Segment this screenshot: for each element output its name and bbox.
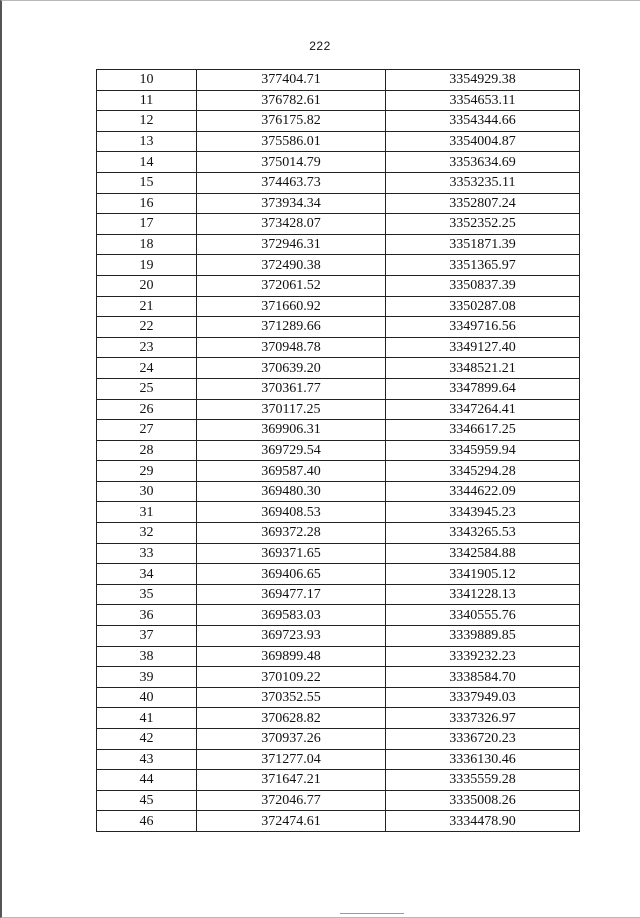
point-number-cell: 40 <box>97 687 197 708</box>
table-row <box>97 378 580 399</box>
x-coordinate-cell: 372490.38 <box>197 255 386 276</box>
y-coordinate-cell: 3350287.08 <box>386 296 580 317</box>
x-coordinate-cell: 369480.30 <box>197 481 386 502</box>
table-row <box>97 172 580 193</box>
point-number-cell: 19 <box>97 255 197 276</box>
x-coordinate-cell: 372046.77 <box>197 790 386 811</box>
y-coordinate-cell: 3339232.23 <box>386 646 580 667</box>
table-row <box>97 234 580 255</box>
x-coordinate-cell: 370352.55 <box>197 687 386 708</box>
x-coordinate-cell: 370109.22 <box>197 667 386 688</box>
table-row <box>97 749 580 770</box>
x-coordinate-cell: 370117.25 <box>197 399 386 420</box>
x-coordinate-cell: 372474.61 <box>197 811 386 832</box>
x-coordinate-cell: 377404.71 <box>197 70 386 91</box>
x-coordinate-cell: 373428.07 <box>197 214 386 235</box>
table-row <box>97 420 580 441</box>
y-coordinate-cell: 3354653.11 <box>386 90 580 111</box>
table-row <box>97 111 580 132</box>
point-number-cell: 12 <box>97 111 197 132</box>
point-number-cell: 10 <box>97 70 197 91</box>
y-coordinate-cell: 3345959.94 <box>386 440 580 461</box>
y-coordinate-cell: 3352352.25 <box>386 214 580 235</box>
table-row <box>97 626 580 647</box>
table-row <box>97 564 580 585</box>
x-coordinate-cell: 370948.78 <box>197 337 386 358</box>
table-row <box>97 770 580 791</box>
point-number-cell: 26 <box>97 399 197 420</box>
table-row <box>97 729 580 750</box>
x-coordinate-cell: 373934.34 <box>197 193 386 214</box>
point-number-cell: 14 <box>97 152 197 173</box>
x-coordinate-cell: 369408.53 <box>197 502 386 523</box>
table-row <box>97 296 580 317</box>
y-coordinate-cell: 3342584.88 <box>386 543 580 564</box>
point-number-cell: 39 <box>97 667 197 688</box>
y-coordinate-cell: 3335008.26 <box>386 790 580 811</box>
y-coordinate-cell: 3335559.28 <box>386 770 580 791</box>
table-row <box>97 152 580 173</box>
point-number-cell: 42 <box>97 729 197 750</box>
y-coordinate-cell: 3341228.13 <box>386 584 580 605</box>
x-coordinate-cell: 369906.31 <box>197 420 386 441</box>
x-coordinate-cell: 369587.40 <box>197 461 386 482</box>
coordinate-table <box>96 69 580 832</box>
table-row <box>97 605 580 626</box>
y-coordinate-cell: 3351871.39 <box>386 234 580 255</box>
point-number-cell: 41 <box>97 708 197 729</box>
table-row <box>97 584 580 605</box>
coordinate-table-body <box>97 70 580 832</box>
point-number-cell: 18 <box>97 234 197 255</box>
table-row <box>97 646 580 667</box>
x-coordinate-cell: 371660.92 <box>197 296 386 317</box>
y-coordinate-cell: 3340555.76 <box>386 605 580 626</box>
x-coordinate-cell: 370639.20 <box>197 358 386 379</box>
y-coordinate-cell: 3352807.24 <box>386 193 580 214</box>
point-number-cell: 35 <box>97 584 197 605</box>
point-number-cell: 45 <box>97 790 197 811</box>
point-number-cell: 28 <box>97 440 197 461</box>
table-row <box>97 667 580 688</box>
table-row <box>97 90 580 111</box>
y-coordinate-cell: 3353235.11 <box>386 172 580 193</box>
table-row <box>97 399 580 420</box>
table-row <box>97 523 580 544</box>
x-coordinate-cell: 370628.82 <box>197 708 386 729</box>
y-coordinate-cell: 3341905.12 <box>386 564 580 585</box>
table-row <box>97 131 580 152</box>
point-number-cell: 16 <box>97 193 197 214</box>
y-coordinate-cell: 3344622.09 <box>386 481 580 502</box>
y-coordinate-cell: 3347264.41 <box>386 399 580 420</box>
x-coordinate-cell: 371277.04 <box>197 749 386 770</box>
y-coordinate-cell: 3345294.28 <box>386 461 580 482</box>
point-number-cell: 25 <box>97 378 197 399</box>
y-coordinate-cell: 3354004.87 <box>386 131 580 152</box>
table-row <box>97 543 580 564</box>
y-coordinate-cell: 3349127.40 <box>386 337 580 358</box>
x-coordinate-cell: 369372.28 <box>197 523 386 544</box>
table-row <box>97 440 580 461</box>
x-coordinate-cell: 374463.73 <box>197 172 386 193</box>
table-row <box>97 708 580 729</box>
table-row <box>97 502 580 523</box>
y-coordinate-cell: 3343265.53 <box>386 523 580 544</box>
point-number-cell: 22 <box>97 317 197 338</box>
x-coordinate-cell: 369899.48 <box>197 646 386 667</box>
x-coordinate-cell: 369723.93 <box>197 626 386 647</box>
x-coordinate-cell: 372946.31 <box>197 234 386 255</box>
table-row <box>97 358 580 379</box>
point-number-cell: 38 <box>97 646 197 667</box>
table-row <box>97 275 580 296</box>
footer-mark <box>340 913 404 914</box>
x-coordinate-cell: 372061.52 <box>197 275 386 296</box>
y-coordinate-cell: 3337326.97 <box>386 708 580 729</box>
y-coordinate-cell: 3349716.56 <box>386 317 580 338</box>
x-coordinate-cell: 376175.82 <box>197 111 386 132</box>
x-coordinate-cell: 375586.01 <box>197 131 386 152</box>
y-coordinate-cell: 3336130.46 <box>386 749 580 770</box>
point-number-cell: 44 <box>97 770 197 791</box>
point-number-cell: 33 <box>97 543 197 564</box>
point-number-cell: 21 <box>97 296 197 317</box>
point-number-cell: 29 <box>97 461 197 482</box>
y-coordinate-cell: 3347899.64 <box>386 378 580 399</box>
point-number-cell: 17 <box>97 214 197 235</box>
y-coordinate-cell: 3354929.38 <box>386 70 580 91</box>
x-coordinate-cell: 371289.66 <box>197 317 386 338</box>
point-number-cell: 46 <box>97 811 197 832</box>
x-coordinate-cell: 369371.65 <box>197 543 386 564</box>
x-coordinate-cell: 371647.21 <box>197 770 386 791</box>
y-coordinate-cell: 3348521.21 <box>386 358 580 379</box>
point-number-cell: 24 <box>97 358 197 379</box>
table-row <box>97 193 580 214</box>
table-row <box>97 214 580 235</box>
x-coordinate-cell: 369406.65 <box>197 564 386 585</box>
point-number-cell: 20 <box>97 275 197 296</box>
x-coordinate-cell: 369477.17 <box>197 584 386 605</box>
y-coordinate-cell: 3353634.69 <box>386 152 580 173</box>
table-row <box>97 687 580 708</box>
y-coordinate-cell: 3334478.90 <box>386 811 580 832</box>
point-number-cell: 34 <box>97 564 197 585</box>
point-number-cell: 13 <box>97 131 197 152</box>
point-number-cell: 15 <box>97 172 197 193</box>
y-coordinate-cell: 3343945.23 <box>386 502 580 523</box>
table-row <box>97 811 580 832</box>
table-row <box>97 790 580 811</box>
x-coordinate-cell: 375014.79 <box>197 152 386 173</box>
x-coordinate-cell: 370361.77 <box>197 378 386 399</box>
y-coordinate-cell: 3338584.70 <box>386 667 580 688</box>
point-number-cell: 23 <box>97 337 197 358</box>
x-coordinate-cell: 369583.03 <box>197 605 386 626</box>
point-number-cell: 31 <box>97 502 197 523</box>
x-coordinate-cell: 376782.61 <box>197 90 386 111</box>
y-coordinate-cell: 3346617.25 <box>386 420 580 441</box>
y-coordinate-cell: 3354344.66 <box>386 111 580 132</box>
table-row <box>97 70 580 91</box>
x-coordinate-cell: 369729.54 <box>197 440 386 461</box>
point-number-cell: 36 <box>97 605 197 626</box>
point-number-cell: 43 <box>97 749 197 770</box>
table-row <box>97 317 580 338</box>
table-row <box>97 255 580 276</box>
point-number-cell: 32 <box>97 523 197 544</box>
point-number-cell: 27 <box>97 420 197 441</box>
point-number-cell: 37 <box>97 626 197 647</box>
x-coordinate-cell: 370937.26 <box>197 729 386 750</box>
table-row <box>97 337 580 358</box>
table-row <box>97 481 580 502</box>
page-number: 222 <box>309 39 331 53</box>
point-number-cell: 11 <box>97 90 197 111</box>
y-coordinate-cell: 3337949.03 <box>386 687 580 708</box>
y-coordinate-cell: 3350837.39 <box>386 275 580 296</box>
table-row <box>97 461 580 482</box>
y-coordinate-cell: 3339889.85 <box>386 626 580 647</box>
y-coordinate-cell: 3351365.97 <box>386 255 580 276</box>
y-coordinate-cell: 3336720.23 <box>386 729 580 750</box>
point-number-cell: 30 <box>97 481 197 502</box>
